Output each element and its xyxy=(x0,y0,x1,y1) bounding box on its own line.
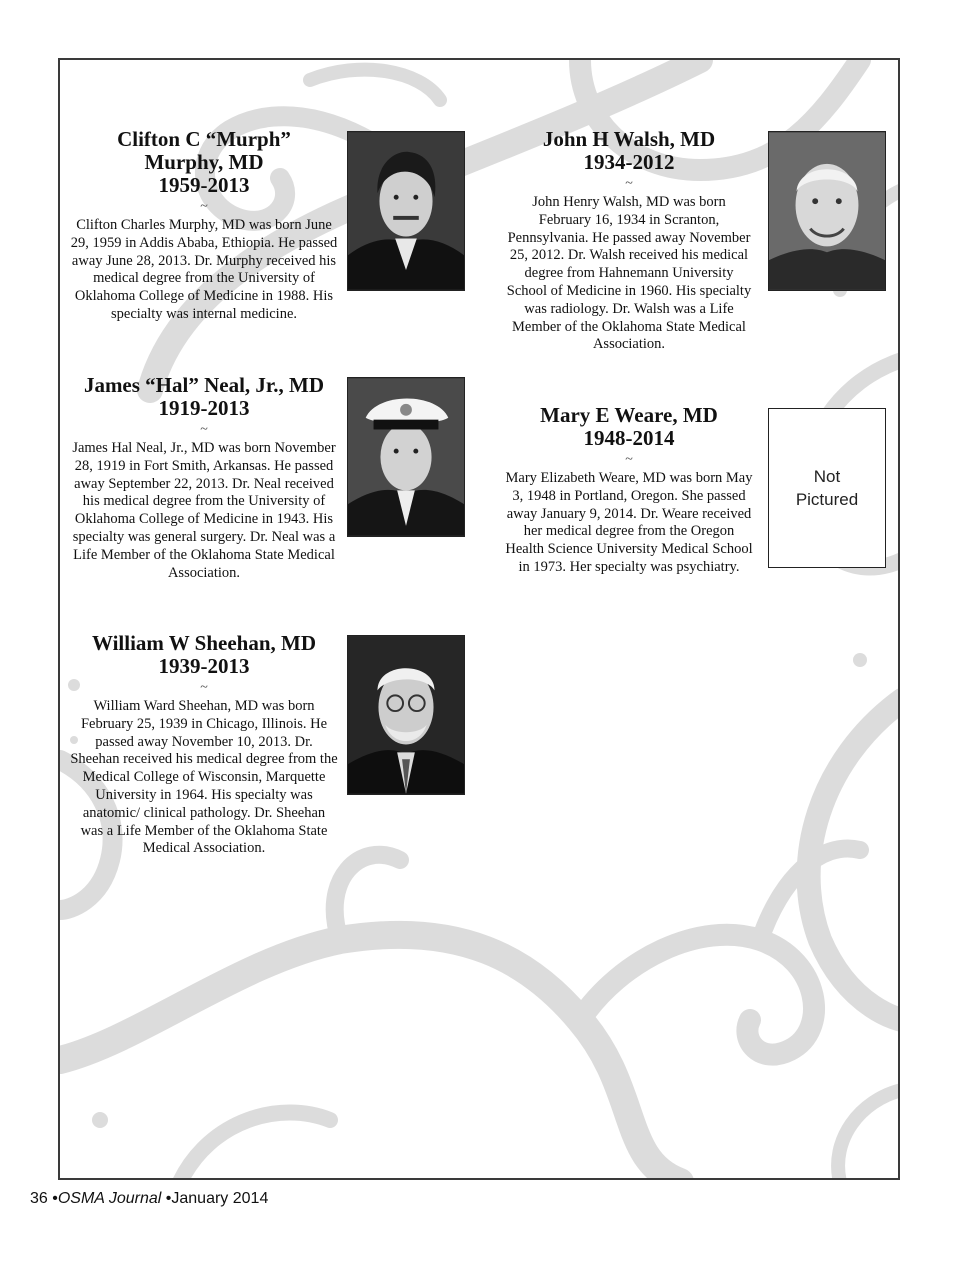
portrait-photo-walsh xyxy=(768,131,886,291)
entry-separator: ~ xyxy=(625,176,633,191)
obituary-neal xyxy=(70,374,338,582)
entry-name: John H Walsh, MD xyxy=(542,127,716,151)
entry-name: Clifton C “Murph” Murphy, MD xyxy=(117,127,291,174)
journal-name: OSMA Journal xyxy=(57,1190,162,1207)
portrait-photo-neal xyxy=(347,377,465,537)
obituary-weare xyxy=(503,404,755,577)
entry-bio: James Hal Neal, Jr., MD was born November 28, 1919 in Fort Smith, Arkansas. He passed away September 22, 2013. Dr. Neal received his medical degree from the University of Oklahoma College of Medicine in 1943. His specialty was general surgery. Dr. Neal was a Life Member of the Oklahoma State Medical Association. xyxy=(72,440,336,581)
page-number: 36 xyxy=(30,1190,48,1207)
entry-years: 1948-2014 xyxy=(583,426,675,450)
entry-years: 1934-2012 xyxy=(583,150,675,174)
entry-separator: ~ xyxy=(200,199,208,214)
entry-bio: William Ward Sheehan, MD was born February 25, 1939 in Chicago, Illinois. He passed away November 10, 2013. Dr. Sheehan received his medical degree from the Medical College of Wisconsin, Marquette University in 1964. His specialty was anatomic/ clinical pathology. Dr. Sheehan was a Life Member of the Oklahoma State Medical Association. xyxy=(70,698,338,857)
entry-bio: Clifton Charles Murphy, MD was born June 29, 1959 in Addis Ababa, Ethiopia. He passed away June 28, 2013. Dr. Murphy received his medical degree from the University of Oklahoma College of Medicine in 1988. His specialty was internal medicine. xyxy=(70,217,338,322)
obituary-murphy xyxy=(70,128,338,324)
portrait-photo-sheehan xyxy=(347,635,465,795)
entry-bio: Mary Elizabeth Weare, MD was born May 3, 1948 in Portland, Oregon. She passed away January 9, 2014. Dr. Weare received her medical degree from the Oregon Health Science University Medical School in 1973. Her specialty was psychiatry. xyxy=(505,470,753,575)
not-pictured-line1: Not xyxy=(813,467,841,486)
entry-name: Mary E Weare, MD xyxy=(540,403,718,427)
entry-name: James “Hal” Neal, Jr., MD xyxy=(83,373,325,397)
entry-separator: ~ xyxy=(200,680,208,695)
entry-years: 1959-2013 xyxy=(158,173,250,197)
entry-name: William W Sheehan, MD xyxy=(91,631,317,655)
entry-years: 1919-2013 xyxy=(158,396,250,420)
entry-separator: ~ xyxy=(200,422,208,437)
issue-date: January 2014 xyxy=(171,1190,269,1207)
entry-years: 1939-2013 xyxy=(158,654,250,678)
portrait-photo-murphy xyxy=(347,131,465,291)
not-pictured-placeholder xyxy=(768,408,886,568)
footer-bullet: • xyxy=(165,1190,172,1207)
page-footer xyxy=(30,1190,268,1208)
obituary-walsh xyxy=(505,128,753,354)
entry-separator: ~ xyxy=(625,452,633,467)
entry-bio: John Henry Walsh, MD was born February 16, 1934 in Scranton, Pennsylvania. He passed away November 25, 2012. Dr. Walsh received his medical degree from Hahnemann University School of Medicine in 1960. His specialty was radiology. Dr. Walsh was a Life Member of the Oklahoma State Medical Association. xyxy=(506,194,752,353)
footer-bullet: • xyxy=(52,1190,58,1207)
not-pictured-line2: Pictured xyxy=(795,490,859,509)
obituary-sheehan xyxy=(70,632,338,858)
